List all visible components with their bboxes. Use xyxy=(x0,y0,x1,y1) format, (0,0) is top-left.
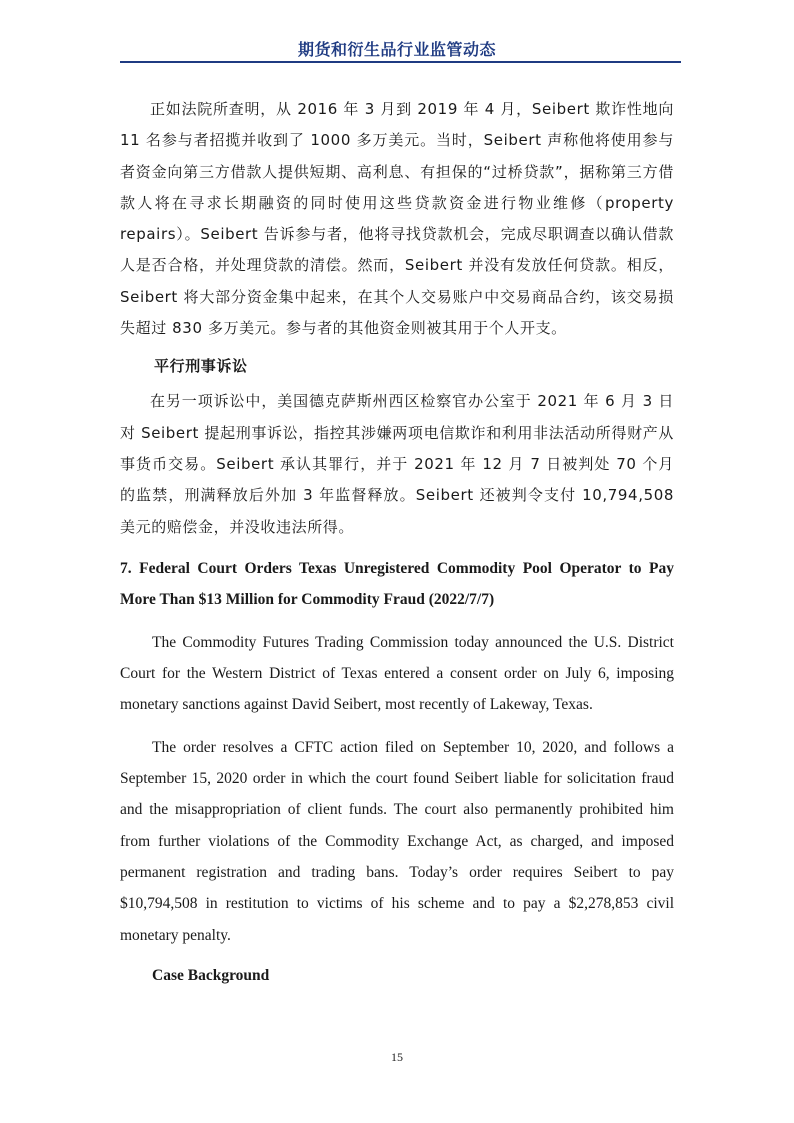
english-paragraph-announcement: The Commodity Futures Trading Commission today announced the U.S. District Court for the Western District of Texas entered a consent order on July 6, imposing monetary sanctions against David Seibert, most recently of Lakeway, Texas. xyxy=(120,633,674,714)
page-body xyxy=(120,94,674,991)
header-divider xyxy=(120,61,681,63)
running-header-title: 期货和衍生品行业监管动态 xyxy=(297,40,496,59)
english-paragraph-order-details: The order resolves a CFTC action filed on September 10, 2020, and follows a September 15, 2020 order in which the court found Seibert liable for solicitation fraud and the misappropriation of client funds. The court also permanently prohibited him from further violations of the Commodity Exchange Act, as charged, and imposed permanent registration and trading bans. Today’s order requires Seibert to pay $10,794,508 in restitution to victims of his scheme and to pay a $2,278,853 civil monetary penalty. xyxy=(120,738,674,944)
article-heading: 7. Federal Court Orders Texas Unregistered Commodity Pool Operator to Pay More Than $13 Million for Commodity Fraud (2022/7/7) xyxy=(120,559,674,609)
chinese-section-heading-criminal-case: 平行刑事诉讼 xyxy=(154,357,248,376)
chinese-paragraph-fraud-details: 正如法院所查明，从 2016 年 3 月到 2019 年 4 月，Seibert 欺诈性地向 11 名参与者招揽并收到了 1000 多万美元。当时，Seibert 声称他将使用参与者资金向第三方借款人提供短期、高利息、有担保的“过桥贷款”，据称第三方借款人将在寻求长期融资的同时使用这些贷款资金进行物业维修（property repairs）。Seibert 告诉参与者，他将寻找贷款机会，完成尽职调查以确认借款人是否合格，并处理贷款的清偿。然而，Seibert 并没有发放任何贷款。相反，Seibert 将大部分资金集中起来，在其个人交易账户中交易商品合约，该交易损失超过 830 多万美元。参与者的其他资金则被其用于个人开支。 xyxy=(120,100,674,338)
page-number: 15 xyxy=(391,1050,403,1064)
chinese-paragraph-criminal-case: 在另一项诉讼中，美国德克萨斯州西区检察官办公室于 2021 年 6 月 3 日对 Seibert 提起刑事诉讼，指控其涉嫌两项电信欺诈和利用非法活动所得财产从事货币交易。Seibert 承认其罪行，并于 2021 年 12 月 7 日被判处 70 个月的监禁，刑满释放后外加 3 年监督释放。Seibert 还被判令支付 10,794,508 美元的赔偿金，并没收违法所得。 xyxy=(120,392,674,536)
english-section-heading-case-background: Case Background xyxy=(152,966,270,984)
